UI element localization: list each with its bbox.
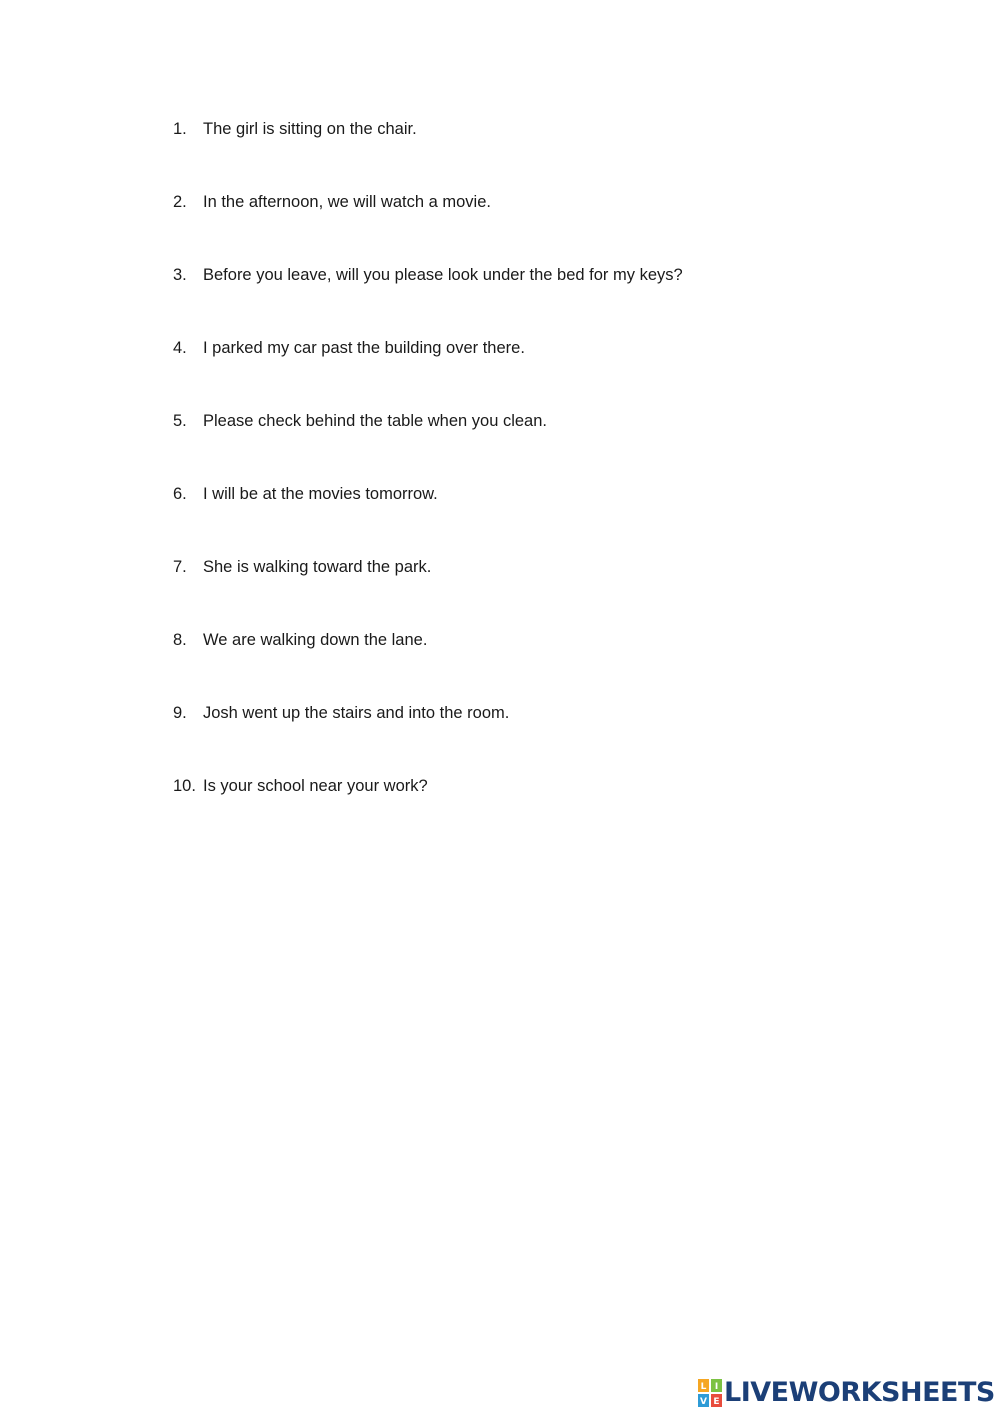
item-number: 8.: [173, 631, 187, 649]
sentence-item-5: [173, 409, 683, 482]
sentence-item-9: [173, 701, 683, 774]
item-text: Josh went up the stairs and into the room.: [203, 704, 510, 722]
liveworksheets-logo-icon: [698, 1379, 722, 1407]
item-text: We are walking down the lane.: [203, 631, 428, 649]
item-number: 7.: [173, 558, 187, 576]
item-text: The girl is sitting on the chair.: [203, 120, 417, 138]
item-number: 2.: [173, 193, 187, 211]
item-number: 9.: [173, 704, 187, 722]
item-number: 10.: [173, 777, 196, 795]
sentence-list: [173, 117, 683, 847]
item-number: 5.: [173, 412, 187, 430]
logo-letter: E: [713, 1397, 720, 1407]
item-number: 6.: [173, 485, 187, 503]
sentence-item-7: [173, 555, 683, 628]
item-text: She is walking toward the park.: [203, 558, 432, 576]
logo-letter: V: [700, 1397, 707, 1407]
item-number: 3.: [173, 266, 187, 284]
item-number: 4.: [173, 339, 187, 357]
sentence-item-3: [173, 263, 683, 336]
item-text: I parked my car past the building over there.: [203, 339, 525, 357]
logo-letter: I: [714, 1382, 719, 1392]
sentence-item-4: [173, 336, 683, 409]
item-text: Please check behind the table when you clean.: [203, 412, 547, 430]
item-text: Before you leave, will you please look under the bed for my keys?: [203, 266, 683, 284]
sentence-item-10: [173, 774, 683, 847]
sentence-item-1: [173, 117, 683, 190]
item-number: 1.: [173, 120, 187, 138]
item-text: In the afternoon, we will watch a movie.: [203, 193, 491, 211]
sentence-item-6: [173, 482, 683, 555]
item-text: I will be at the movies tomorrow.: [203, 485, 438, 503]
brand-name: LIVEWORKSHEETS: [724, 1377, 995, 1408]
sentence-item-8: [173, 628, 683, 701]
sentence-item-2: [173, 190, 683, 263]
logo-letter: L: [700, 1382, 707, 1392]
liveworksheets-brand: [698, 1378, 995, 1408]
item-text: Is your school near your work?: [203, 777, 428, 795]
